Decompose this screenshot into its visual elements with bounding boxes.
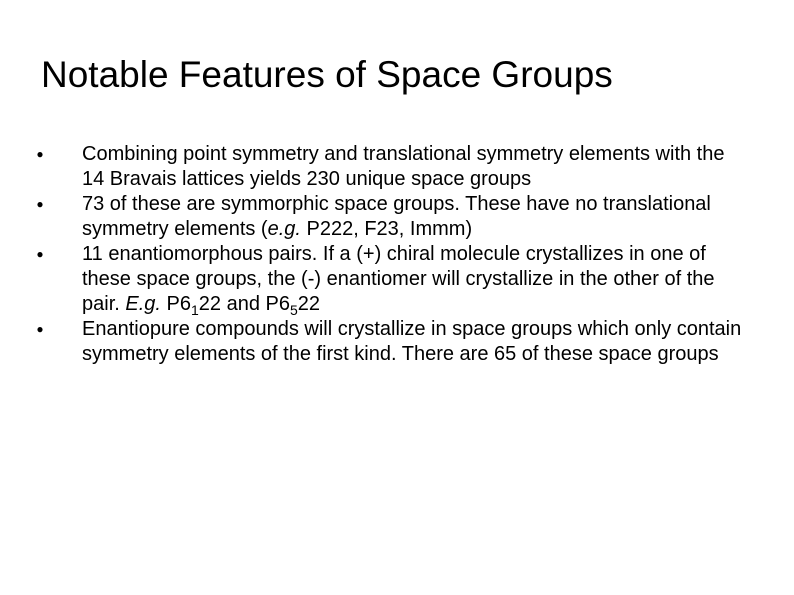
space-group-1-suffix: 22 [198,293,222,315]
bullet-item-3 [30,242,750,317]
bullet-text-2-after: P222, F23, Immm) [300,218,473,240]
bullet-text-3-before: 11 enantiomorphous pairs. If a (+) chiral molecule crystallizes in one of these space groups, the (-) enantiomer will crystallize in the other of the pair. [82,243,715,315]
slide-title: Notable Features of Space Groups [41,54,613,95]
bullet-dot-icon: ● [36,247,44,261]
bullet-dot-icon: ● [36,147,44,161]
space-group-1-prefix: P6 [160,293,191,315]
bullet-item-1 [30,142,750,192]
bullet-text-2-italic: e.g. [267,218,301,240]
space-group-2-subscript: 5 [289,302,298,318]
bullet-item-4 [30,317,750,367]
bullet-dot-icon: ● [36,197,44,211]
bullet-item-2 [30,192,750,242]
space-group-2-prefix: P6 [265,293,290,315]
bullet-list [30,142,750,367]
bullet-text-4: Enantiopure compounds will crystallize in space groups which only contain symmetry elements of the first kind. There are 65 of these space groups [82,318,742,365]
bullet-dot-icon: ● [36,322,44,336]
bullet-text-2-before: 73 of these are symmorphic space groups. These have no translational symmetry elements ( [82,193,711,240]
bullet-text-1: Combining point symmetry and translational symmetry elements with the 14 Bravais lattices yields 230 unique space groups [82,143,725,190]
space-group-1-subscript: 1 [190,302,199,318]
bullet-text-3-italic: E.g. [125,293,161,315]
space-group-2-suffix: 22 [297,293,321,315]
conjunction: and [221,293,266,315]
